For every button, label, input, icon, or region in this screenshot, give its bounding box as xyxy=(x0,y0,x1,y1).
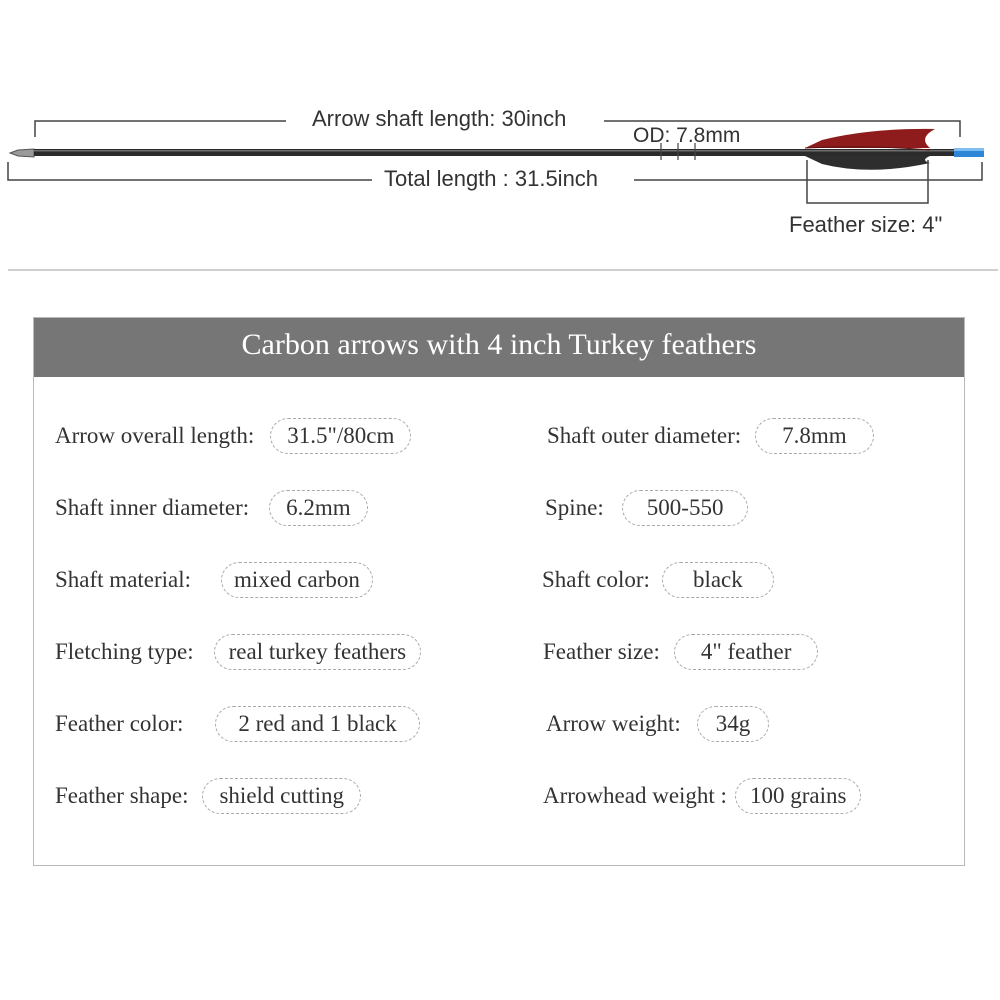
spec-row xyxy=(545,489,748,527)
spec-value: mixed carbon xyxy=(221,562,373,598)
spec-label: Shaft material: xyxy=(55,567,192,592)
spec-value: shield cutting xyxy=(202,778,361,814)
spec-row xyxy=(55,561,373,599)
spec-row xyxy=(543,777,861,815)
spec-label: Feather size: xyxy=(543,639,660,664)
spec-row xyxy=(55,777,361,815)
spec-row xyxy=(55,417,411,455)
arrowhead xyxy=(10,149,34,157)
spec-label: Shaft color: xyxy=(542,567,650,592)
spec-row xyxy=(55,489,368,527)
spec-row xyxy=(55,633,421,671)
spec-row xyxy=(547,417,874,455)
spec-row xyxy=(55,705,420,743)
spec-label: Fletching type: xyxy=(55,639,194,664)
spec-label: Shaft outer diameter: xyxy=(547,423,742,448)
section-divider xyxy=(8,269,998,271)
spec-row xyxy=(546,705,769,743)
spec-value: real turkey feathers xyxy=(214,634,422,670)
black-feather xyxy=(805,156,930,170)
spec-row xyxy=(542,561,774,599)
spec-label: Feather color: xyxy=(55,711,184,736)
spec-row xyxy=(543,633,818,671)
spec-title: Carbon arrows with 4 inch Turkey feathers xyxy=(34,318,964,377)
spec-label: Shaft inner diameter: xyxy=(55,495,250,520)
red-feather xyxy=(805,129,935,148)
spec-value: 500-550 xyxy=(622,490,749,526)
spec-label: Arrow weight: xyxy=(546,711,681,736)
spec-value: 4" feather xyxy=(674,634,818,670)
spec-value: 7.8mm xyxy=(755,418,874,454)
spec-value: black xyxy=(662,562,774,598)
spec-label: Arrowhead weight : xyxy=(543,783,727,808)
arrow-diagram xyxy=(0,0,1000,270)
spec-value: 31.5"/80cm xyxy=(270,418,411,454)
spec-label: Spine: xyxy=(545,495,604,520)
total-length-label: Total length : 31.5inch xyxy=(384,166,599,191)
shaft-length-label: Arrow shaft length: 30inch xyxy=(312,106,567,131)
spec-card xyxy=(33,317,965,866)
feather-size-label: Feather size: 4" xyxy=(789,212,943,237)
od-label: OD: 7.8mm xyxy=(633,124,741,147)
spec-value: 100 grains xyxy=(735,778,861,814)
spec-label: Arrow overall length: xyxy=(55,423,255,448)
spec-value: 34g xyxy=(697,706,770,742)
spec-value: 6.2mm xyxy=(269,490,368,526)
spec-label: Feather shape: xyxy=(55,783,189,808)
spec-value: 2 red and 1 black xyxy=(215,706,419,742)
